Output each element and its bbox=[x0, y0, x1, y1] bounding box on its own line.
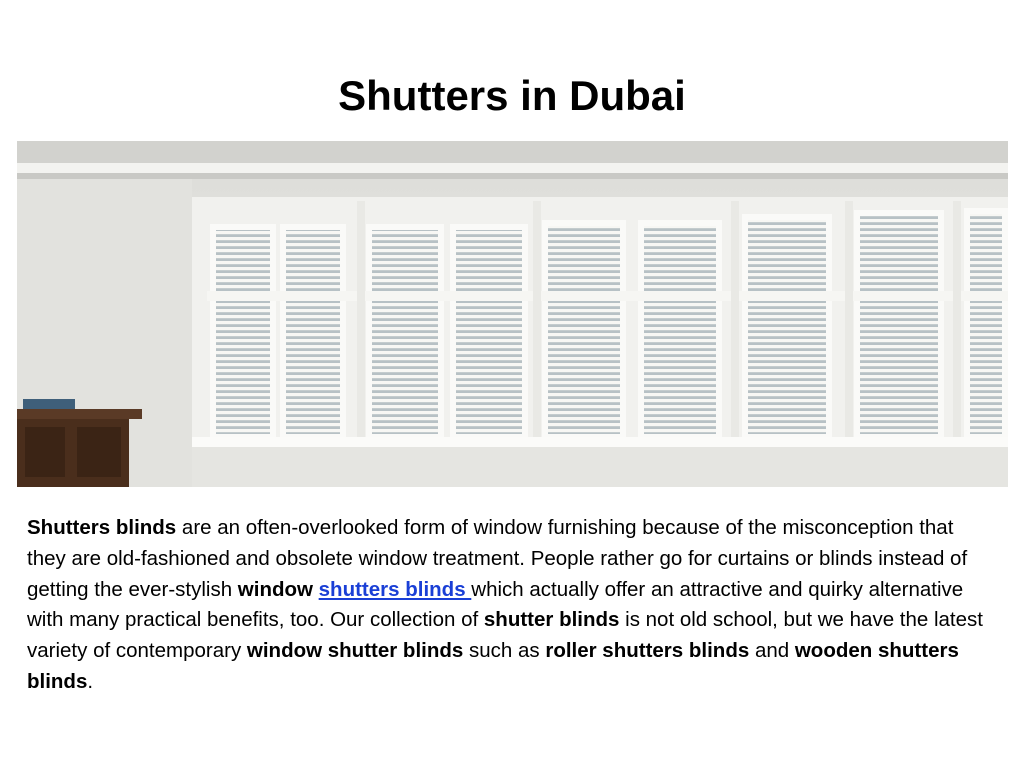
term-wooden-shutters-blinds: wooden shutters blinds bbox=[27, 639, 959, 693]
text-segment: which actually offer an attractive and quirky alternative with many practical benefits, too. Our collection of bbox=[27, 577, 964, 632]
term-shutter-blinds: shutter blinds bbox=[483, 608, 620, 632]
text-segment: are an often-overlooked form of window furnishing because of the misconception that they are old-fashioned and obsolete window treatment. People rather go for curtains or blinds instead of getting the ever-stylish bbox=[27, 516, 968, 601]
term-shutters-blinds: Shutters blinds bbox=[27, 516, 177, 539]
description-paragraph bbox=[27, 513, 997, 698]
text-period: . bbox=[87, 669, 94, 693]
term-window: window bbox=[237, 577, 313, 601]
text-segment: and bbox=[749, 639, 795, 663]
slide-title: Shutters in Dubai bbox=[338, 72, 686, 119]
term-window-shutter-blinds: window shutter blinds bbox=[246, 639, 464, 663]
shutters-room-photo bbox=[17, 141, 1008, 487]
text-segment: such as bbox=[463, 639, 546, 663]
term-roller-shutters-blinds: roller shutters blinds bbox=[545, 639, 750, 663]
shutters-blinds-link[interactable]: shutters blinds bbox=[318, 577, 472, 601]
text-segment: is not old school, but we have the latest variety of contemporary bbox=[27, 608, 983, 663]
